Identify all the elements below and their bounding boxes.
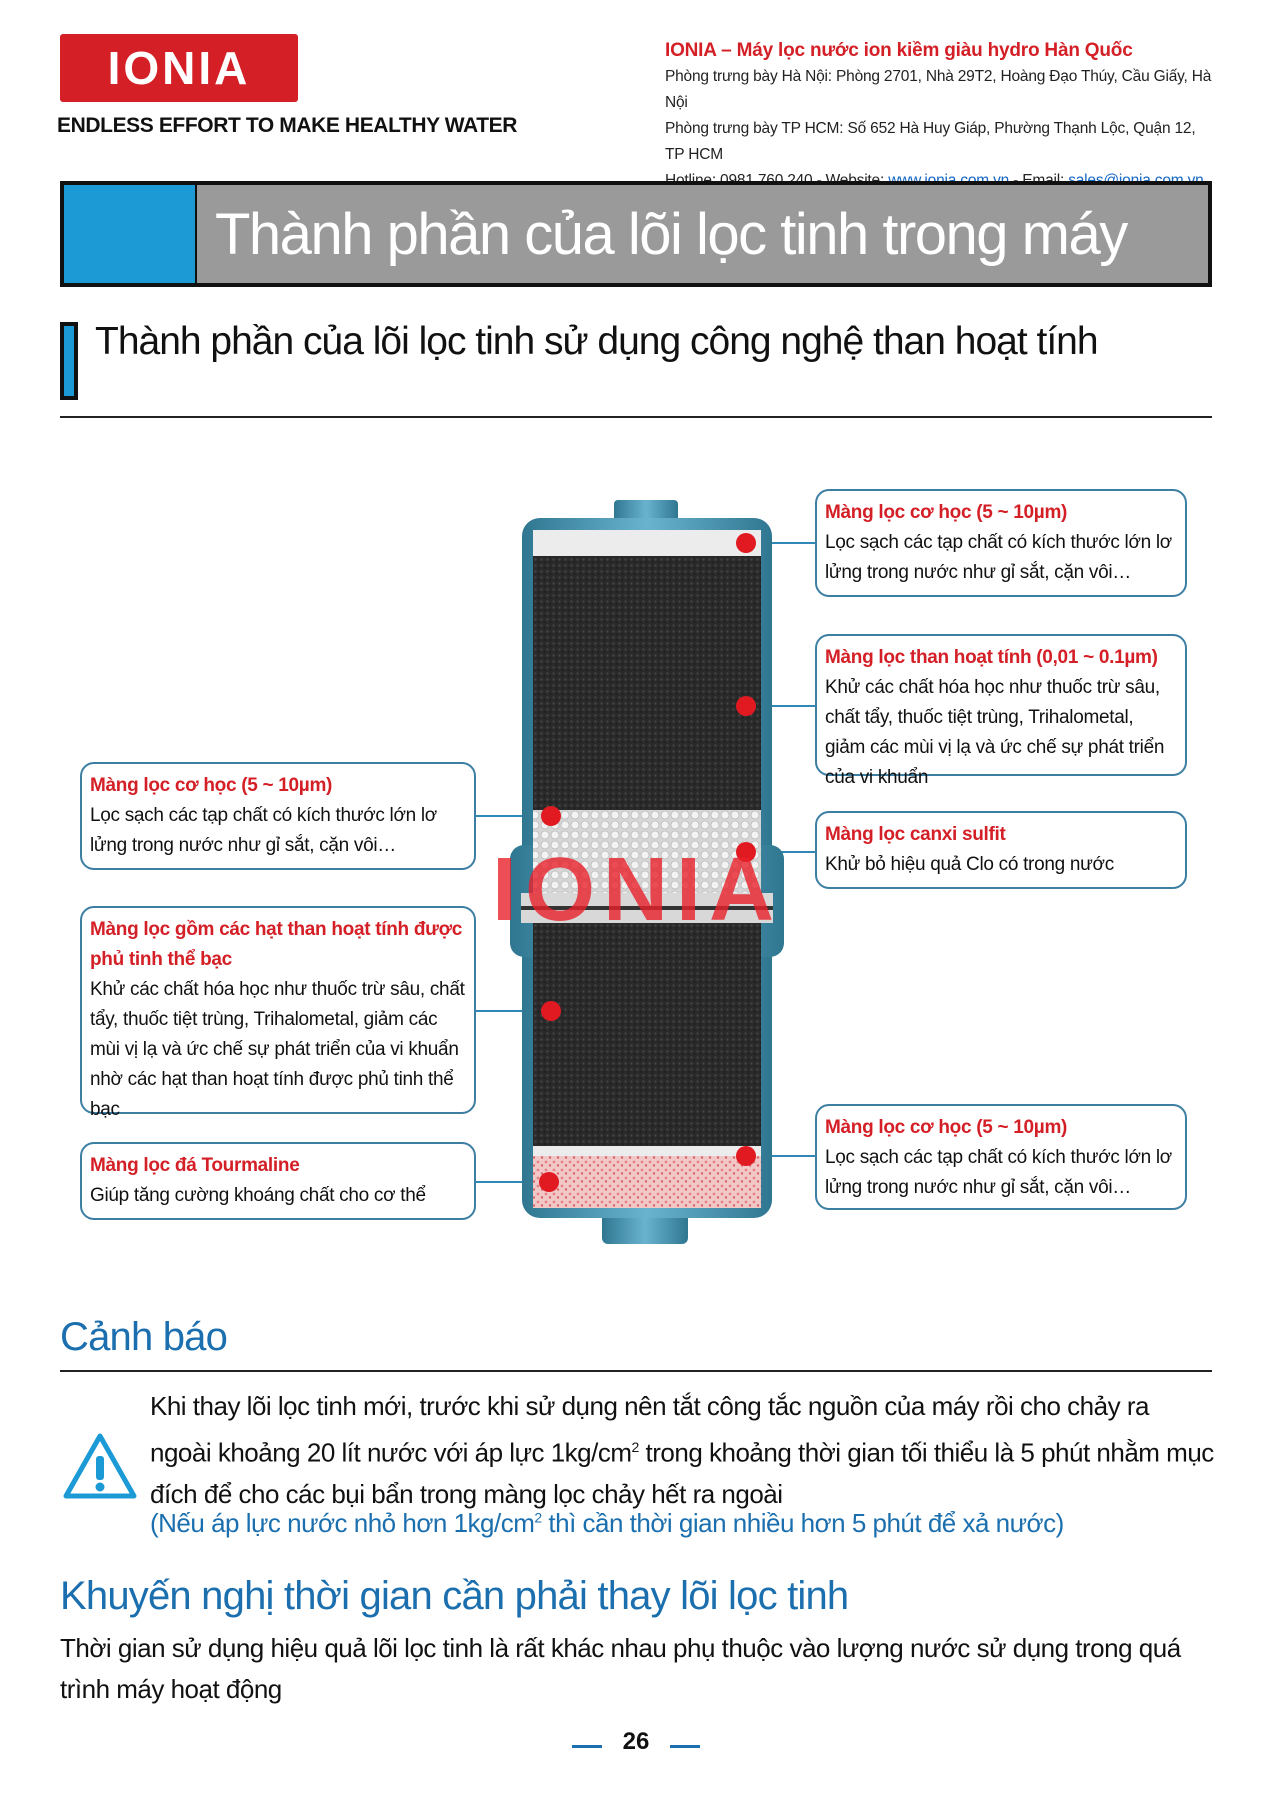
callout-tourmaline: [80, 1142, 476, 1220]
callout-desc: Khử bỏ hiệu quả Clo có trong nước: [825, 854, 1114, 875]
callout-calcium-sulfite: [815, 811, 1187, 889]
subheading: Thành phần của lõi lọc tinh sử dụng công nghệ than hoạt tính: [95, 320, 1098, 363]
warning-note-part-1: (Nếu áp lực nước nhỏ hơn 1kg/cm: [150, 1508, 535, 1538]
warning-text-part-1: Khi thay lõi lọc tinh mới, trước khi sử dụng nên tắt công tắc nguồn của máy rồi cho chảy ra ngoài khoảng 20 lít nước với áp lực 1kg/cm: [150, 1391, 1149, 1468]
callout-desc: Khử các chất hóa học như thuốc trừ sâu, chất tẩy, thuốc tiệt trùng, Trihalometal, giảm các mùi vị lạ và ức chế sự phát triển của vi khuẩn: [825, 677, 1165, 788]
page-title: Thành phần của lõi lọc tinh trong máy: [215, 202, 1127, 267]
warning-icon: [62, 1432, 138, 1500]
recommendation-text: Thời gian sử dụng hiệu quả lõi lọc tinh là rất khác nhau phụ thuộc vào lượng nước sử dụng trong quá trình máy hoạt động: [60, 1633, 1181, 1704]
warning-heading: Cảnh báo: [60, 1315, 228, 1359]
callout-desc: Giúp tăng cường khoáng chất cho cơ thể: [90, 1185, 426, 1206]
showroom-hcm: Phòng trưng bày TP HCM: Số 652 Hà Huy Giáp, Phường Thạnh Lộc, Quận 12, TP HCM: [665, 120, 1196, 163]
callout-desc: Khử các chất hóa học như thuốc trừ sâu, chất tẩy, thuốc tiệt trùng, Trihalometal, giảm các mùi vị lạ và ức chế sự phát triển của vi khuẩn nhờ các hạt than hoạt tính được phủ tinh thể bạc: [90, 979, 465, 1120]
warning-note-superscript: 2: [534, 1509, 542, 1526]
callout-desc: Lọc sạch các tạp chất có kích thước lớn lơ lửng trong nước như gỉ sắt, cặn vôi…: [90, 805, 437, 856]
page-number: 26: [622, 1728, 650, 1755]
callout-title: Màng lọc than hoạt tính (0,01 ~ 0.1µm): [825, 647, 1158, 668]
callout-title: Màng lọc canxi sulfit: [825, 824, 1006, 845]
callout-title: Màng lọc gồm các hạt than hoạt tính được phủ tinh thể bạc: [90, 919, 463, 970]
callout-title: Màng lọc cơ học (5 ~ 10µm): [825, 1117, 1068, 1138]
callout-title: Màng lọc cơ học (5 ~ 10µm): [825, 502, 1068, 523]
warning-superscript: 2: [631, 1439, 639, 1455]
callout-mechanical-middle: [80, 762, 476, 870]
tagline: ENDLESS EFFORT TO MAKE HEALTHY WATER: [57, 114, 518, 137]
callout-desc: Lọc sạch các tạp chất có kích thước lớn lơ lửng trong nước như gỉ sắt, cặn vôi…: [825, 532, 1172, 583]
company-line: IONIA – Máy lọc nước ion kiềm giàu hydro Hàn Quốc: [665, 40, 1133, 61]
warning-text: [150, 1386, 1215, 1515]
warning-text-part-2: trong khoảng thời gian tối thiểu là 5 phút nhằm mục đích để cho các bụi bẩn trong màng lọc chảy hết ra ngoài: [150, 1437, 1214, 1509]
callout-silver-carbon: [80, 906, 476, 1120]
showroom-hanoi: Phòng trưng bày Hà Nội: Phòng 2701, Nhà 29T2, Hoàng Đạo Thúy, Cầu Giấy, Hà Nội: [665, 68, 1212, 111]
watermark: IONIA: [491, 840, 783, 940]
warning-note-part-2: thì cần thời gian nhiều hơn 5 phút để xả nước): [541, 1508, 1064, 1538]
warning-divider: [60, 1370, 1212, 1372]
callout-mechanical-top: [815, 489, 1187, 597]
warning-note: [150, 1508, 1064, 1539]
logo-text: IONIA: [107, 42, 251, 94]
callout-title: Màng lọc cơ học (5 ~ 10µm): [90, 775, 333, 796]
callout-title: Màng lọc đá Tourmaline: [90, 1155, 300, 1176]
callout-activated-carbon: [815, 634, 1187, 788]
page-number-line-right: [670, 1745, 700, 1748]
callout-mechanical-bottom: [815, 1104, 1187, 1210]
recommendation-heading: Khuyến nghị thời gian cần phải thay lõi lọc tinh: [60, 1574, 849, 1618]
callout-desc: Lọc sạch các tạp chất có kích thước lớn lơ lửng trong nước như gỉ sắt, cặn vôi…: [825, 1147, 1172, 1198]
